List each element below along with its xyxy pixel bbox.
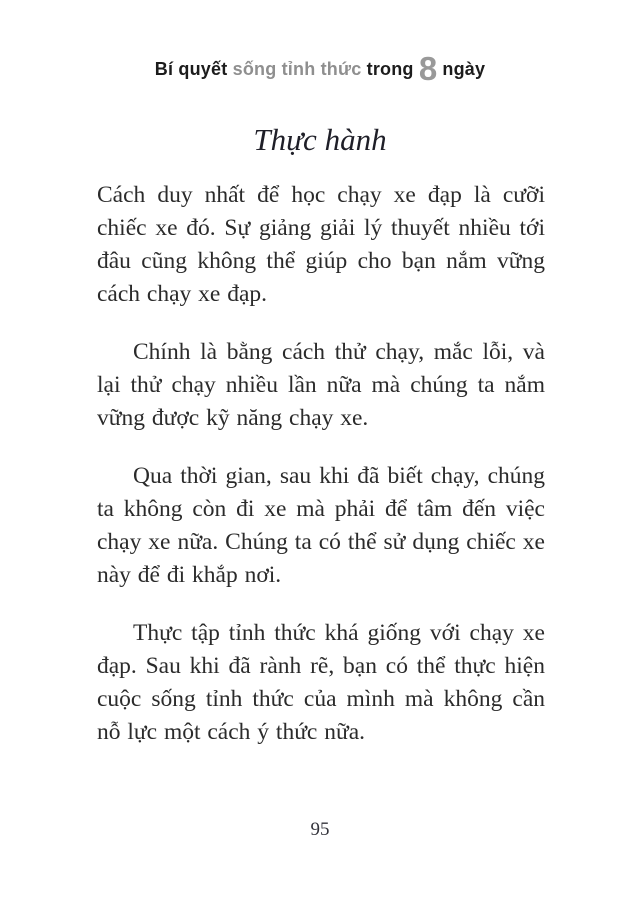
paragraph-4: Thực tập tỉnh thức khá giống với chạy xe đạp. Sau khi đã rành rẽ, bạn có thể thực hiện cuộc sống tỉnh thức của mình mà không cần nỗ lực một cách ý thức nữa. bbox=[97, 619, 545, 745]
paragraph-2: Chính là bằng cách thử chạy, mắc lỗi, và lại thử chạy nhiều lần nữa mà chúng ta nắm vững được kỹ năng chạy xe. bbox=[97, 338, 545, 431]
running-header bbox=[0, 0, 640, 87]
paragraph-1: Cách duy nhất để học chạy xe đạp là cưỡi chiếc xe đó. Sự giảng giải lý thuyết nhiều tới đâu cũng không thể giúp cho bạn nắm vững cách chạy xe đạp. bbox=[97, 181, 545, 307]
page-number: 95 bbox=[310, 819, 330, 840]
header-segment-black-1: Bí quyết bbox=[154, 59, 233, 79]
header-segment-black-2: trong bbox=[361, 59, 419, 79]
header-number-8: 8 bbox=[418, 50, 438, 87]
chapter-title: Thực hành bbox=[253, 122, 387, 157]
body-text bbox=[97, 179, 545, 749]
paragraph-3: Qua thời gian, sau khi đã biết chạy, chúng ta không còn đi xe mà phải để tâm đến việc chạy xe nữa. Chúng ta có thể sử dụng chiếc xe này để đi khắp nơi. bbox=[97, 462, 545, 588]
header-segment-gray: sống tỉnh thức bbox=[232, 59, 362, 79]
header-segment-black-3: ngày bbox=[437, 59, 486, 79]
